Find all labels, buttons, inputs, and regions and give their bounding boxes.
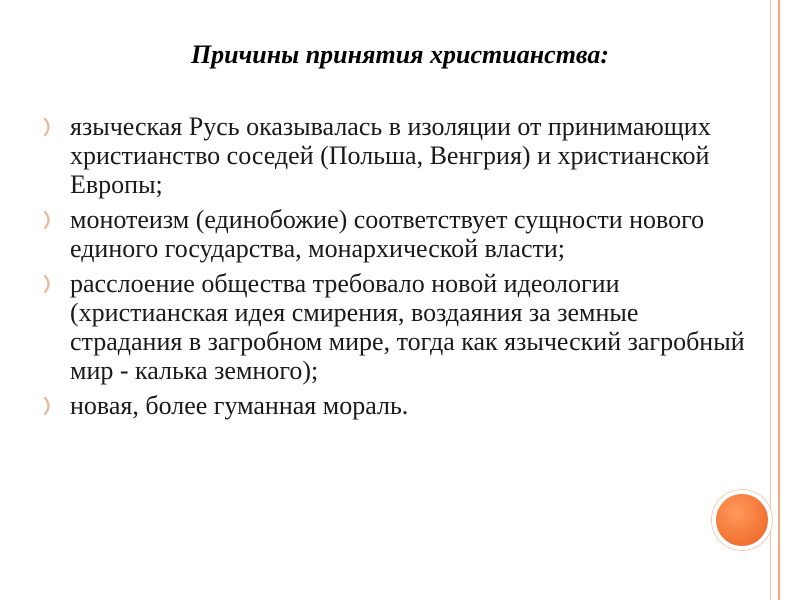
bullet-list — [40, 112, 745, 426]
bullet-text: новая, более гуманная мораль. — [70, 391, 409, 420]
bullet-icon — [42, 273, 56, 295]
decorative-border-outer — [778, 0, 780, 600]
bullet-item — [40, 269, 745, 385]
bullet-icon — [42, 395, 56, 417]
bullet-text: монотеизм (единобожие) соответствует сущности нового единого государства, монархической власти; — [70, 205, 705, 263]
bullet-text: расслоение общества требовало новой идеологии (христианская идея смирения, воздаяния за земные страдания в загробном мире, тогда как языческий загробный мир - калька земного); — [70, 269, 745, 385]
bullet-icon — [42, 116, 56, 138]
decorative-orange-circle — [712, 490, 772, 550]
slide-title: Причины принятия христианства: — [190, 40, 610, 69]
bullet-item — [40, 205, 745, 263]
bullet-item — [40, 391, 745, 420]
bullet-item — [40, 112, 745, 199]
bullet-icon — [42, 209, 56, 231]
bullet-text: языческая Русь оказывалась в изоляции от принимающих христианство соседей (Польша, Венгрия) и христианской Европы; — [70, 112, 711, 199]
